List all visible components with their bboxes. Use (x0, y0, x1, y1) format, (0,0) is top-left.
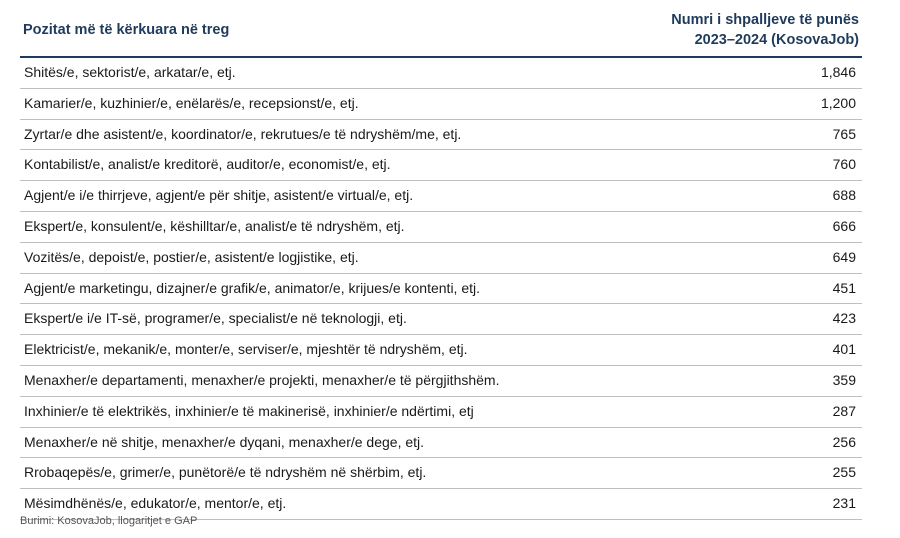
column-header-count-line2: 2023–2024 (KosovaJob) (694, 32, 859, 48)
row-value: 451 (832, 279, 856, 296)
row-label: Agjent/e marketingu, dizajner/e grafik/e, animator/e, krijues/e kontenti, etj. (24, 279, 481, 296)
column-header-count-line1: Numri i shpalljeve të punës (671, 12, 859, 28)
column-header-count (671, 10, 859, 50)
row-label: Zyrtar/e dhe asistent/e, koordinator/e, rekrutues/e të ndryshëm/me, etj. (24, 125, 462, 142)
table-header (20, 0, 862, 58)
row-label: Shitës/e, sektorist/e, arkatar/e, etj. (24, 64, 236, 80)
column-header-positions: Pozitat më të kërkuara në treg (23, 22, 230, 38)
row-label: Ekspert/e i/e IT-së, programer/e, specialist/e në teknologji, etj. (24, 310, 407, 327)
row-value: 256 (832, 433, 856, 450)
table-row (20, 335, 862, 366)
row-value: 1,200 (820, 94, 856, 111)
table-row (20, 274, 862, 305)
source-note: Burimi: KosovaJob, llogaritjet e GAP (20, 515, 198, 527)
table-row (20, 428, 862, 459)
row-label: Mësimdhënës/e, edukator/e, mentor/e, etj. (24, 495, 287, 512)
row-label: Kamarier/e, kuzhinier/e, enëlarës/e, recepsionst/e, etj. (24, 94, 359, 111)
row-label: Vozitës/e, depoist/e, postier/e, asistent/e logjistike, etj. (24, 248, 359, 265)
table-row (20, 120, 862, 151)
table-row (20, 458, 862, 489)
row-value: 688 (832, 187, 856, 204)
row-value: 423 (832, 310, 856, 327)
row-value: 359 (832, 371, 856, 388)
row-label: Elektricist/e, mekanik/e, monter/e, serviser/e, mjeshtër të ndryshëm, etj. (24, 341, 468, 358)
row-label: Agjent/e i/e thirrjeve, agjent/e për shitje, asistent/e virtual/e, etj. (24, 187, 414, 204)
table-body (20, 58, 862, 520)
table-row (20, 243, 862, 274)
row-label: Menaxher/e në shitje, menaxher/e dyqani, menaxher/e dege, etj. (24, 433, 425, 450)
table-row (20, 58, 862, 89)
table-row (20, 366, 862, 397)
row-value: 649 (832, 248, 856, 265)
table-row (20, 304, 862, 335)
row-value: 760 (832, 156, 856, 173)
row-value: 287 (832, 402, 856, 419)
table-row (20, 212, 862, 243)
jobs-table (20, 0, 862, 520)
row-value: 401 (832, 341, 856, 358)
row-value: 666 (832, 217, 856, 234)
row-value: 765 (832, 125, 856, 142)
row-value: 1,846 (820, 64, 856, 80)
row-label: Inxhinier/e të elektrikës, inxhinier/e të makinerisë, inxhinier/e ndërtimi, etj (24, 402, 474, 419)
row-value: 231 (832, 495, 856, 512)
table-row (20, 150, 862, 181)
table-row (20, 181, 862, 212)
row-label: Ekspert/e, konsulent/e, këshilltar/e, analist/e të ndryshëm, etj. (24, 217, 405, 234)
table-row (20, 89, 862, 120)
row-label: Rrobaqepës/e, grimer/e, punëtorë/e të ndryshëm në shërbim, etj. (24, 464, 427, 481)
row-label: Kontabilist/e, analist/e kreditorë, auditor/e, economist/e, etj. (24, 156, 391, 173)
table-row (20, 397, 862, 428)
row-label: Menaxher/e departamenti, menaxher/e projekti, menaxher/e të përgjithshëm. (24, 371, 500, 388)
row-value: 255 (832, 464, 856, 481)
